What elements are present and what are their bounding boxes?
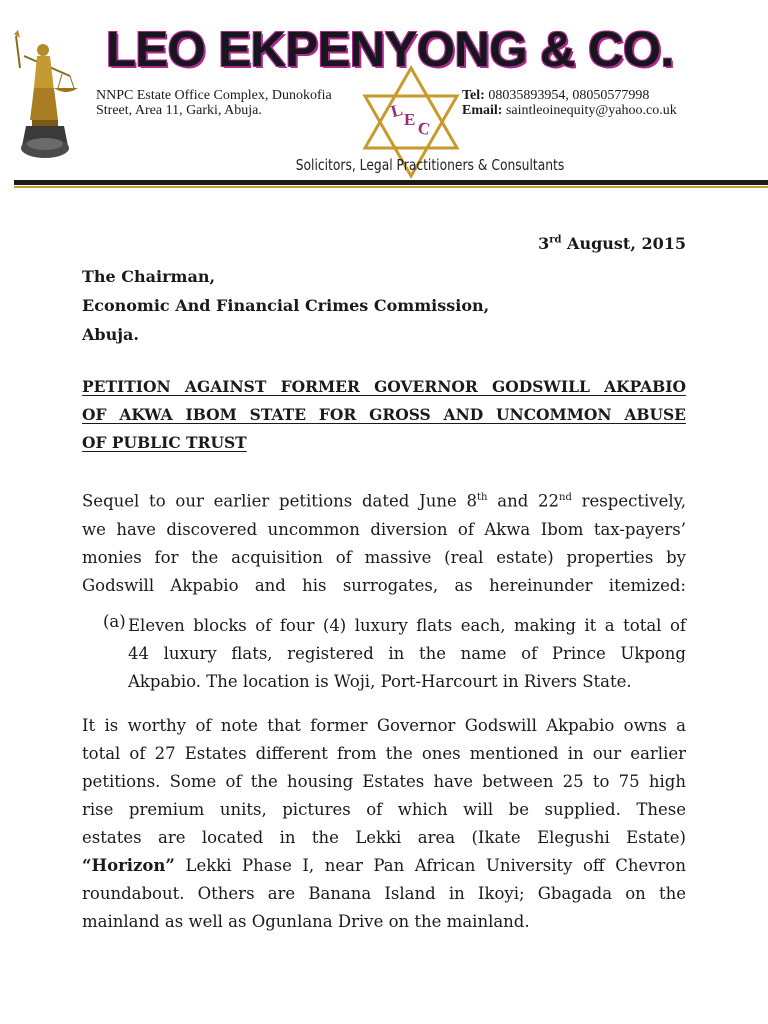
- date-suffix: rd: [549, 234, 562, 246]
- letter-date: [538, 234, 686, 253]
- subject-line-3: [82, 429, 686, 457]
- para1-line-2: we have discovered uncommon diversion of Akwa Ibom tax-payers’: [82, 519, 686, 539]
- logo-letter-e: E: [404, 110, 416, 129]
- para1-sup-1: th: [477, 492, 488, 503]
- email-value: saintleoinequity@yahoo.co.uk: [505, 103, 677, 118]
- para2-line-3: petitions. Some of the housing Estates have between 25 to 75 high: [82, 772, 686, 791]
- lady-justice-icon: [10, 28, 86, 164]
- horizon-term: “Horizon”: [82, 856, 175, 875]
- para2-line-6-rest: Lekki Phase I, near Pan African University off Chevron: [174, 856, 686, 875]
- date-day: 3: [538, 234, 550, 253]
- subject-line-3-text: OF PUBLIC TRUST: [82, 433, 247, 452]
- para2-line-6: [82, 852, 686, 880]
- addressee-line-1: The Chairman,: [82, 267, 216, 286]
- subject-line-2-text: OF AKWA IBOM STATE FOR GROSS AND UNCOMMON ABUSE: [82, 405, 686, 424]
- para2-line-2: total of 27 Estates different from the ones mentioned in our earlier: [82, 744, 686, 763]
- letterhead-rule: [14, 180, 768, 185]
- para2-line-1: It is worthy of note that former Governor Godswill Akpabio owns a: [82, 716, 686, 735]
- para1-sup-2: nd: [559, 492, 572, 503]
- tel-value: 08035893954, 08050577998: [488, 88, 650, 103]
- email-line: [462, 103, 677, 118]
- date-rest: August, 2015: [561, 234, 686, 253]
- firm-address: [96, 88, 332, 118]
- para1-text-a: Sequel to our earlier petitions dated June 8: [82, 491, 478, 511]
- firm-name: LEO EKPENYONG & CO.: [106, 23, 674, 77]
- subject-line-2: [82, 401, 686, 429]
- para2-line-7: roundabout. Others are Banana Island in Ikoyi; Gbagada on the: [82, 884, 686, 903]
- firm-tagline: Solicitors, Legal Practitioners & Consultants: [295, 156, 565, 174]
- paragraph-2: [82, 712, 686, 936]
- addressee-line-3: Abuja.: [82, 325, 139, 344]
- tel-line: [462, 88, 677, 103]
- para1-line-3: monies for the acquisition of massive (real estate) properties by: [82, 547, 686, 567]
- para1-text-c: respectively,: [571, 491, 686, 511]
- para2-line-5: estates are located in the Lekki area (Ikate Elegushi Estate): [82, 828, 686, 847]
- subject-line-1-text: PETITION AGAINST FORMER GOVERNOR GODSWILL AKPABIO: [82, 377, 686, 396]
- address-line-2: Street, Area 11, Garki, Abuja.: [96, 103, 262, 118]
- item-a-text: [128, 612, 686, 696]
- paragraph-1: [82, 484, 686, 600]
- addressee-block: [82, 262, 489, 349]
- logo-letter-c: C: [416, 118, 432, 139]
- para1-text-b: and 22: [487, 491, 560, 511]
- letterhead-rule-gold: [14, 186, 768, 188]
- letterhead: [0, 0, 768, 195]
- item-a-line-3: Akpabio. The location is Woji, Port-Harcourt in Rivers State.: [128, 672, 632, 691]
- item-a-line-1: Eleven blocks of four (4) luxury flats each, making it a total of: [128, 616, 686, 635]
- email-label: Email:: [462, 103, 503, 118]
- subject-line-1: [82, 373, 686, 401]
- addressee-line-2: Economic And Financial Crimes Commission,: [82, 296, 490, 315]
- item-a-marker: (a): [103, 612, 126, 631]
- address-line-1: NNPC Estate Office Complex, Dunokofia: [96, 88, 332, 103]
- para1-line-1: [82, 484, 686, 516]
- para1-line-4: Godswill Akpabio and his surrogates, as hereinunder itemized:: [82, 575, 686, 595]
- para2-line-8: mainland as well as Ogunlana Drive on the mainland.: [82, 912, 530, 931]
- tel-label: Tel:: [462, 88, 485, 103]
- para2-line-4: rise premium units, pictures of which will be supplied. These: [82, 800, 686, 819]
- subject-heading: [82, 373, 686, 457]
- firm-contact: [462, 88, 677, 118]
- item-a-line-2: 44 luxury flats, registered in the name of Prince Ukpong: [128, 644, 686, 663]
- logo-letter-l: L: [388, 99, 405, 122]
